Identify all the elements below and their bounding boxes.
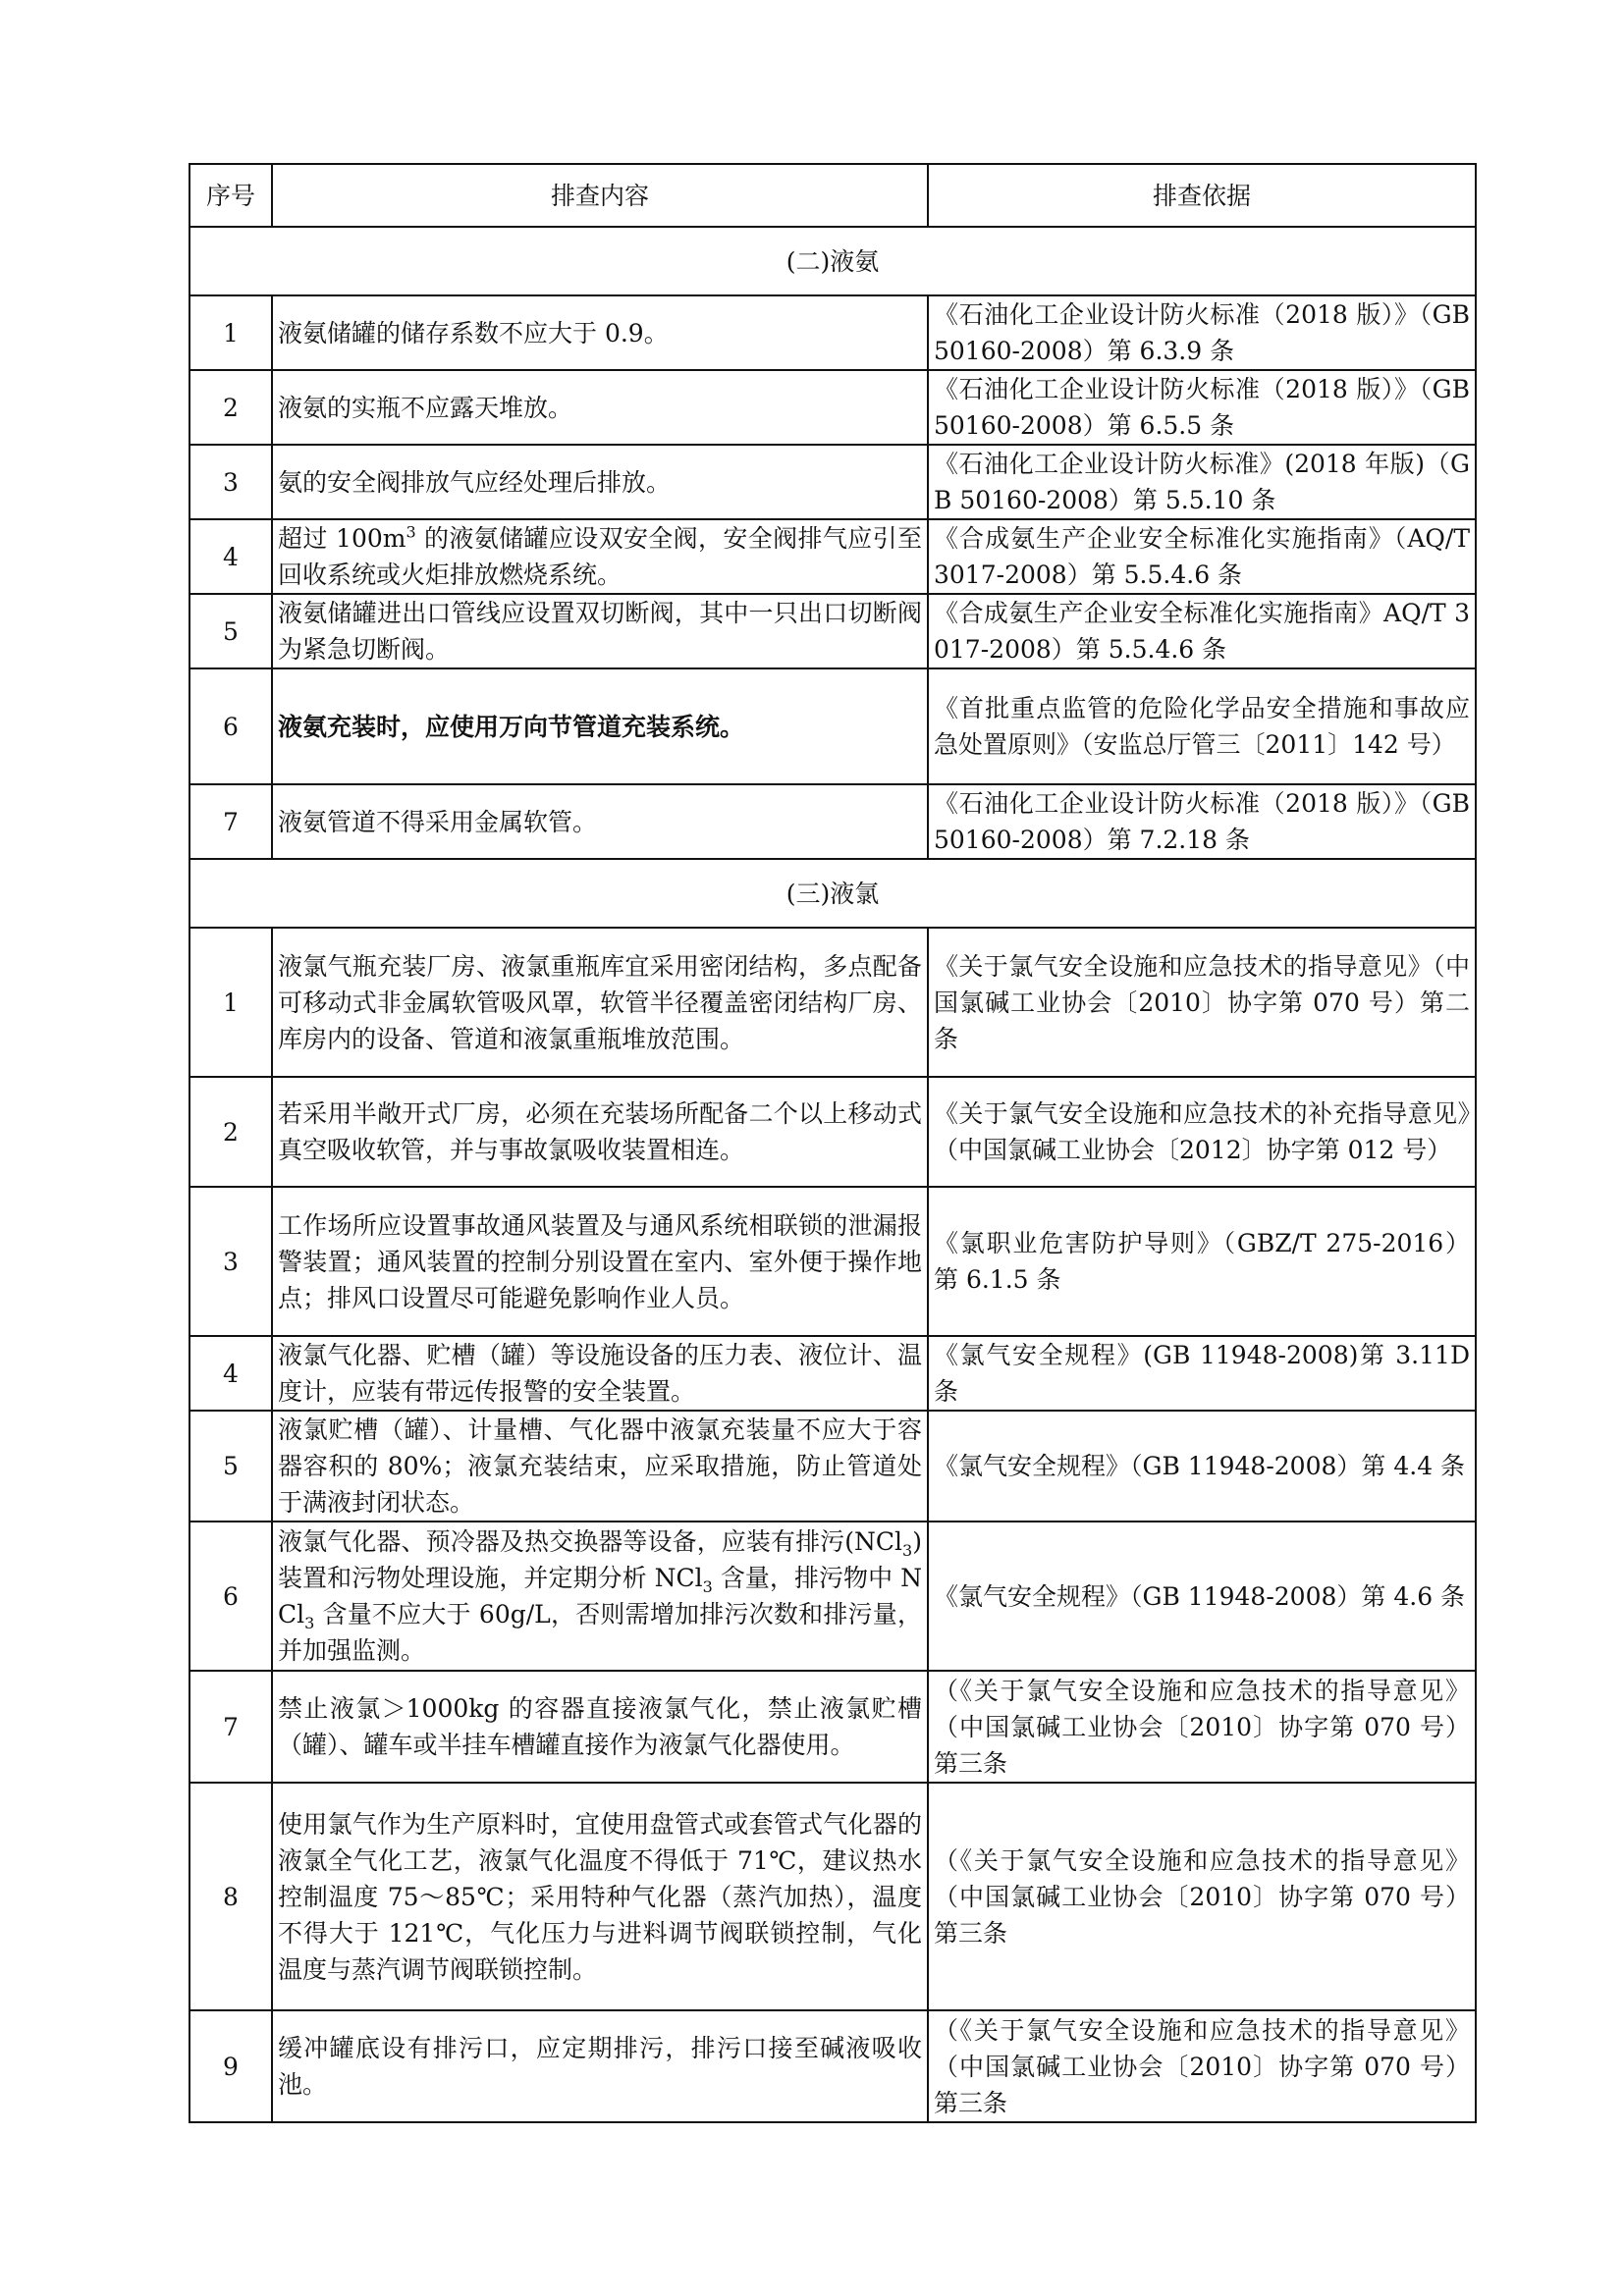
inspection-basis-cell [928, 295, 1476, 370]
table-row [189, 1522, 1476, 1671]
inspection-content-cell [272, 928, 928, 1077]
row-number: 9 [189, 2010, 272, 2122]
text-segment: 氨的安全阀排放气应经处理后排放。 [278, 467, 672, 497]
row-number: 4 [189, 1336, 272, 1411]
text-segment: 液氨储罐进出口管线应设置双切断阀，其中一只出口切断阀为紧急切断阀。 [278, 599, 922, 664]
text-segment: 《关于氯气安全设施和应急技术的补充指导意见》（中国氯碱工业协会〔2012〕协字第 012 号） [934, 1099, 1470, 1164]
inspection-content-cell [272, 519, 928, 594]
inspection-content-cell [272, 1187, 928, 1336]
text-segment: 《关于氯气安全设施和应急技术的指导意见》（中国氯碱工业协会〔2010〕协字第 070 号）第二条 [934, 951, 1470, 1053]
table-row [189, 445, 1476, 519]
text-segment: 《石油化工企业设计防火标准（2018 版）》（GB 50160-2008）第 7.2.18 条 [934, 789, 1470, 854]
inspection-basis-cell [928, 370, 1476, 445]
row-number: 6 [189, 668, 272, 784]
row-number: 8 [189, 1783, 272, 2010]
text-segment: 《石油化工企业设计防火标准（2018 版）》（GB 50160-2008）第 6.3.9 条 [934, 300, 1470, 365]
superscript-text: 3 [406, 522, 416, 542]
text-segment: 《氯气安全规程》（GB 11948-2008）第 4.6 条 [934, 1581, 1466, 1611]
text-segment: （《关于氯气安全设施和应急技术的指导意见》（中国氯碱工业协会〔2010〕协字第 070 号）第三条 [934, 1676, 1470, 1778]
table-row [189, 1077, 1476, 1187]
table-row [189, 1336, 1476, 1411]
row-number: 1 [189, 295, 272, 370]
row-number: 4 [189, 519, 272, 594]
text-segment: 的液氨储罐应设双安全阀，安全阀排气应引至回收系统或火炬排放燃烧系统。 [278, 524, 922, 589]
subscript-text: 3 [304, 1614, 315, 1632]
text-segment: 超过 100m [278, 524, 406, 553]
inspection-basis-cell [928, 668, 1476, 784]
inspection-content-cell [272, 1077, 928, 1187]
text-segment: 液氨充装时，应使用万向节管道充装系统。 [278, 712, 745, 741]
header-content: 排查内容 [272, 164, 928, 227]
inspection-basis-cell [928, 1671, 1476, 1783]
text-segment: 液氨的实瓶不应露天堆放。 [278, 393, 573, 422]
section-title: (二)液氨 [189, 227, 1476, 295]
text-segment: （《关于氯气安全设施和应急技术的指导意见》（中国氯碱工业协会〔2010〕协字第 070 号）第三条 [934, 2015, 1470, 2117]
inspection-basis-cell [928, 784, 1476, 859]
document-page [189, 163, 1475, 2123]
text-segment: 《氯气安全规程》(GB 11948-2008)第 3.11D 条 [934, 1341, 1470, 1406]
text-segment: 禁止液氯＞1000kg 的容器直接液氯气化，禁止液氯贮槽（罐）、罐车或半挂车槽罐直接作为液氯气化器使用。 [278, 1694, 922, 1759]
inspection-basis-cell [928, 1077, 1476, 1187]
inspection-basis-cell [928, 928, 1476, 1077]
text-segment: 若采用半敞开式厂房，必须在充装场所配备二个以上移动式真空吸收软管，并与事故氯吸收装置相连。 [278, 1099, 922, 1164]
text-segment: 《首批重点监管的危险化学品安全措施和事故应急处置原则》（安监总厅管三〔2011〕142 号） [934, 694, 1470, 759]
row-number: 3 [189, 1187, 272, 1336]
inspection-content-cell [272, 370, 928, 445]
section-title: (三)液氯 [189, 859, 1476, 928]
row-number: 3 [189, 445, 272, 519]
row-number: 7 [189, 1671, 272, 1783]
subscript-text: 3 [702, 1577, 713, 1596]
row-number: 6 [189, 1522, 272, 1671]
row-number: 5 [189, 1411, 272, 1522]
inspection-basis-cell [928, 1522, 1476, 1671]
text-segment: 《氯职业危害防护导则》（GBZ/T 275-2016）第 6.1.5 条 [934, 1229, 1470, 1294]
subscript-text: 3 [902, 1541, 913, 1560]
table-row [189, 295, 1476, 370]
text-segment: 工作场所应设置事故通风装置及与通风系统相联锁的泄漏报警装置；通风装置的控制分别设置在室内、室外便于操作地点；排风口设置尽可能避免影响作业人员。 [278, 1210, 922, 1312]
text-segment: 液氯气瓶充装厂房、液氯重瓶库宜采用密闭结构，多点配备可移动式非金属软管吸风罩，软管半径覆盖密闭结构厂房、库房内的设备、管道和液氯重瓶堆放范围。 [278, 951, 922, 1053]
table-row [189, 928, 1476, 1077]
inspection-basis-cell [928, 594, 1476, 668]
inspection-basis-cell [928, 519, 1476, 594]
row-number: 5 [189, 594, 272, 668]
table-row [189, 370, 1476, 445]
table-row [189, 2010, 1476, 2122]
inspection-content-cell [272, 2010, 928, 2122]
text-segment: 液氨管道不得采用金属软管。 [278, 807, 598, 836]
table-row [189, 668, 1476, 784]
inspection-basis-cell [928, 1411, 1476, 1522]
row-number: 2 [189, 1077, 272, 1187]
inspection-content-cell [272, 1671, 928, 1783]
text-segment: 《合成氨生产企业安全标准化实施指南》AQ/T 3017-2008）第 5.5.4.6 条 [934, 599, 1470, 664]
section-row [189, 859, 1476, 928]
table-row [189, 1783, 1476, 2010]
text-segment: 液氯气化器、贮槽（罐）等设施设备的压力表、液位计、温度计，应装有带远传报警的安全装置。 [278, 1341, 922, 1406]
inspection-content-cell [272, 784, 928, 859]
row-number: 7 [189, 784, 272, 859]
text-segment: 含量不应大于 60g/L，否则需增加排污次数和排污量，并加强监测。 [278, 1600, 922, 1665]
inspection-table [189, 163, 1477, 2123]
inspection-basis-cell [928, 2010, 1476, 2122]
inspection-basis-cell [928, 445, 1476, 519]
text-segment: 《石油化工企业设计防火标准》(2018 年版)（GB 50160-2008）第 5.5.10 条 [934, 450, 1470, 514]
text-segment: 液氯贮槽（罐）、计量槽、气化器中液氯充装量不应大于容器容积的 80%；液氯充装结束，应采取措施，防止管道处于满液封闭状态。 [278, 1415, 922, 1517]
text-segment: )装置和污物处理设施，并定期分析 NCl [278, 1527, 922, 1592]
text-segment: 《石油化工企业设计防火标准（2018 版）》（GB 50160-2008）第 6.5.5 条 [934, 375, 1470, 440]
table-header-row [189, 164, 1476, 227]
inspection-basis-cell [928, 1336, 1476, 1411]
text-segment: 液氨储罐的储存系数不应大于 0.9。 [278, 318, 669, 347]
inspection-content-cell [272, 1783, 928, 2010]
header-number: 序号 [189, 164, 272, 227]
inspection-content-cell [272, 295, 928, 370]
table-body [189, 227, 1476, 2122]
row-number: 2 [189, 370, 272, 445]
section-row [189, 227, 1476, 295]
text-segment: 液氯气化器、预冷器及热交换器等设备，应装有排污(NCl [278, 1527, 903, 1556]
inspection-content-cell [272, 1411, 928, 1522]
text-segment: （《关于氯气安全设施和应急技术的指导意见》（中国氯碱工业协会〔2010〕协字第 070 号）第三条 [934, 1845, 1470, 1948]
table-row [189, 1187, 1476, 1336]
inspection-content-cell [272, 1336, 928, 1411]
table-row [189, 784, 1476, 859]
header-basis: 排查依据 [928, 164, 1476, 227]
inspection-basis-cell [928, 1783, 1476, 2010]
inspection-content-cell [272, 445, 928, 519]
row-number: 1 [189, 928, 272, 1077]
inspection-content-cell [272, 668, 928, 784]
text-segment: 含量，排污物中 NCl [278, 1564, 922, 1629]
table-row [189, 594, 1476, 668]
text-segment: 《氯气安全规程》（GB 11948-2008）第 4.4 条 [934, 1452, 1466, 1480]
table-row [189, 1671, 1476, 1783]
text-segment: 使用氯气作为生产原料时，宜使用盘管式或套管式气化器的液氯全气化工艺，液氯气化温度不得低于 71℃，建议热水控制温度 75～85℃；采用特种气化器（蒸汽加热），温度不得大于 121℃，气化压力与进料调节阀联锁控制，气化温度与蒸汽调节阀联锁控制。 [278, 1809, 922, 1984]
inspection-content-cell [272, 594, 928, 668]
table-row [189, 1411, 1476, 1522]
inspection-content-cell [272, 1522, 928, 1671]
text-segment: 《合成氨生产企业安全标准化实施指南》（AQ/T 3017-2008）第 5.5.4.6 条 [934, 524, 1470, 589]
inspection-basis-cell [928, 1187, 1476, 1336]
text-segment: 缓冲罐底设有排污口，应定期排污，排污口接至碱液吸收池。 [278, 2034, 922, 2099]
table-row [189, 519, 1476, 594]
